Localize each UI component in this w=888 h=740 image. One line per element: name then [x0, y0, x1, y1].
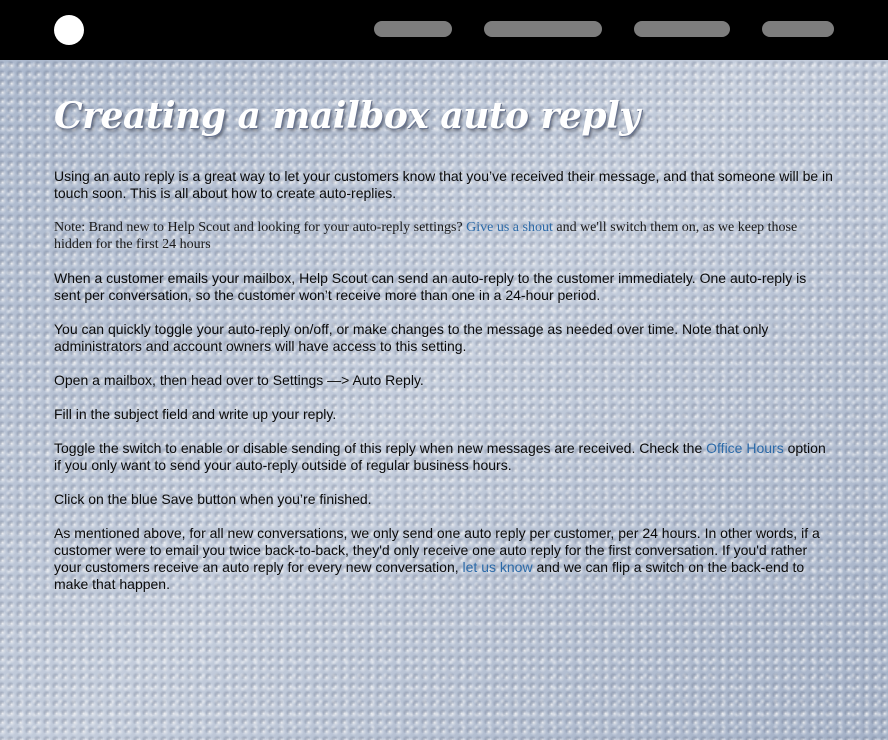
- logo[interactable]: [54, 15, 84, 45]
- nav-item-2[interactable]: [484, 21, 602, 37]
- paragraph-auto-reply-overview: When a customer emails your mailbox, Help Scout can send an auto-reply to the customer immediately. One auto-reply is sent per conversation, so the customer won’t receive more than one in a 24-hour period.: [54, 270, 807, 303]
- toggle-text-after: option if you only want to send your auto-reply outside of regular business hours.: [54, 440, 826, 473]
- article-content: [54, 88, 836, 610]
- intro-paragraph: Using an auto reply is a great way to let your customers know that you’ve received their message, and that someone will be in touch soon. This is all about how to create auto-replies.: [54, 168, 833, 201]
- top-navigation-bar: [0, 0, 888, 60]
- give-us-a-shout-link[interactable]: Give us a shout: [466, 220, 553, 235]
- paragraph-toggle-info: You can quickly toggle your auto-reply on/off, or make changes to the message as needed over time. Note that only administrators and account owners will have access to this setting.: [54, 321, 769, 354]
- limit-text-before: As mentioned above, for all new conversations, we only send one auto reply per customer, per 24 hours. In other words, if a customer were to email you twice back-to-back, they'd only receive one auto reply for the first conversation. If you'd rather your customers receive an auto reply for every new conversation,: [54, 525, 820, 575]
- toggle-text-before: Toggle the switch to enable or disable sending of this reply when new messages are received. Check the: [54, 440, 707, 456]
- limit-text-after: and we can flip a switch on the back-end to make that happen.: [54, 559, 805, 592]
- paragraph-one-reply-limit: [54, 525, 836, 593]
- nav-item-3[interactable]: [634, 21, 730, 37]
- let-us-know-link[interactable]: let us know: [462, 559, 533, 575]
- note-text-after: and we'll switch them on, as we keep those hidden for the first 24 hours: [54, 220, 798, 252]
- note-text-before: Note: Brand new to Help Scout and looking for your auto-reply settings?: [54, 220, 467, 235]
- nav-item-1[interactable]: [374, 21, 452, 37]
- paragraph-open-settings: Open a mailbox, then head over to Settings —> Auto Reply.: [54, 372, 424, 388]
- office-hours-link[interactable]: Office Hours: [706, 440, 784, 456]
- paragraph-save-button: Click on the blue Save button when you’re finished.: [54, 491, 372, 507]
- note-paragraph: [54, 219, 836, 253]
- nav-item-4[interactable]: [762, 21, 834, 37]
- paragraph-toggle-switch: [54, 440, 836, 474]
- page-title: Creating a mailbox auto reply: [54, 95, 640, 137]
- paragraph-fill-subject: Fill in the subject field and write up your reply.: [54, 406, 337, 422]
